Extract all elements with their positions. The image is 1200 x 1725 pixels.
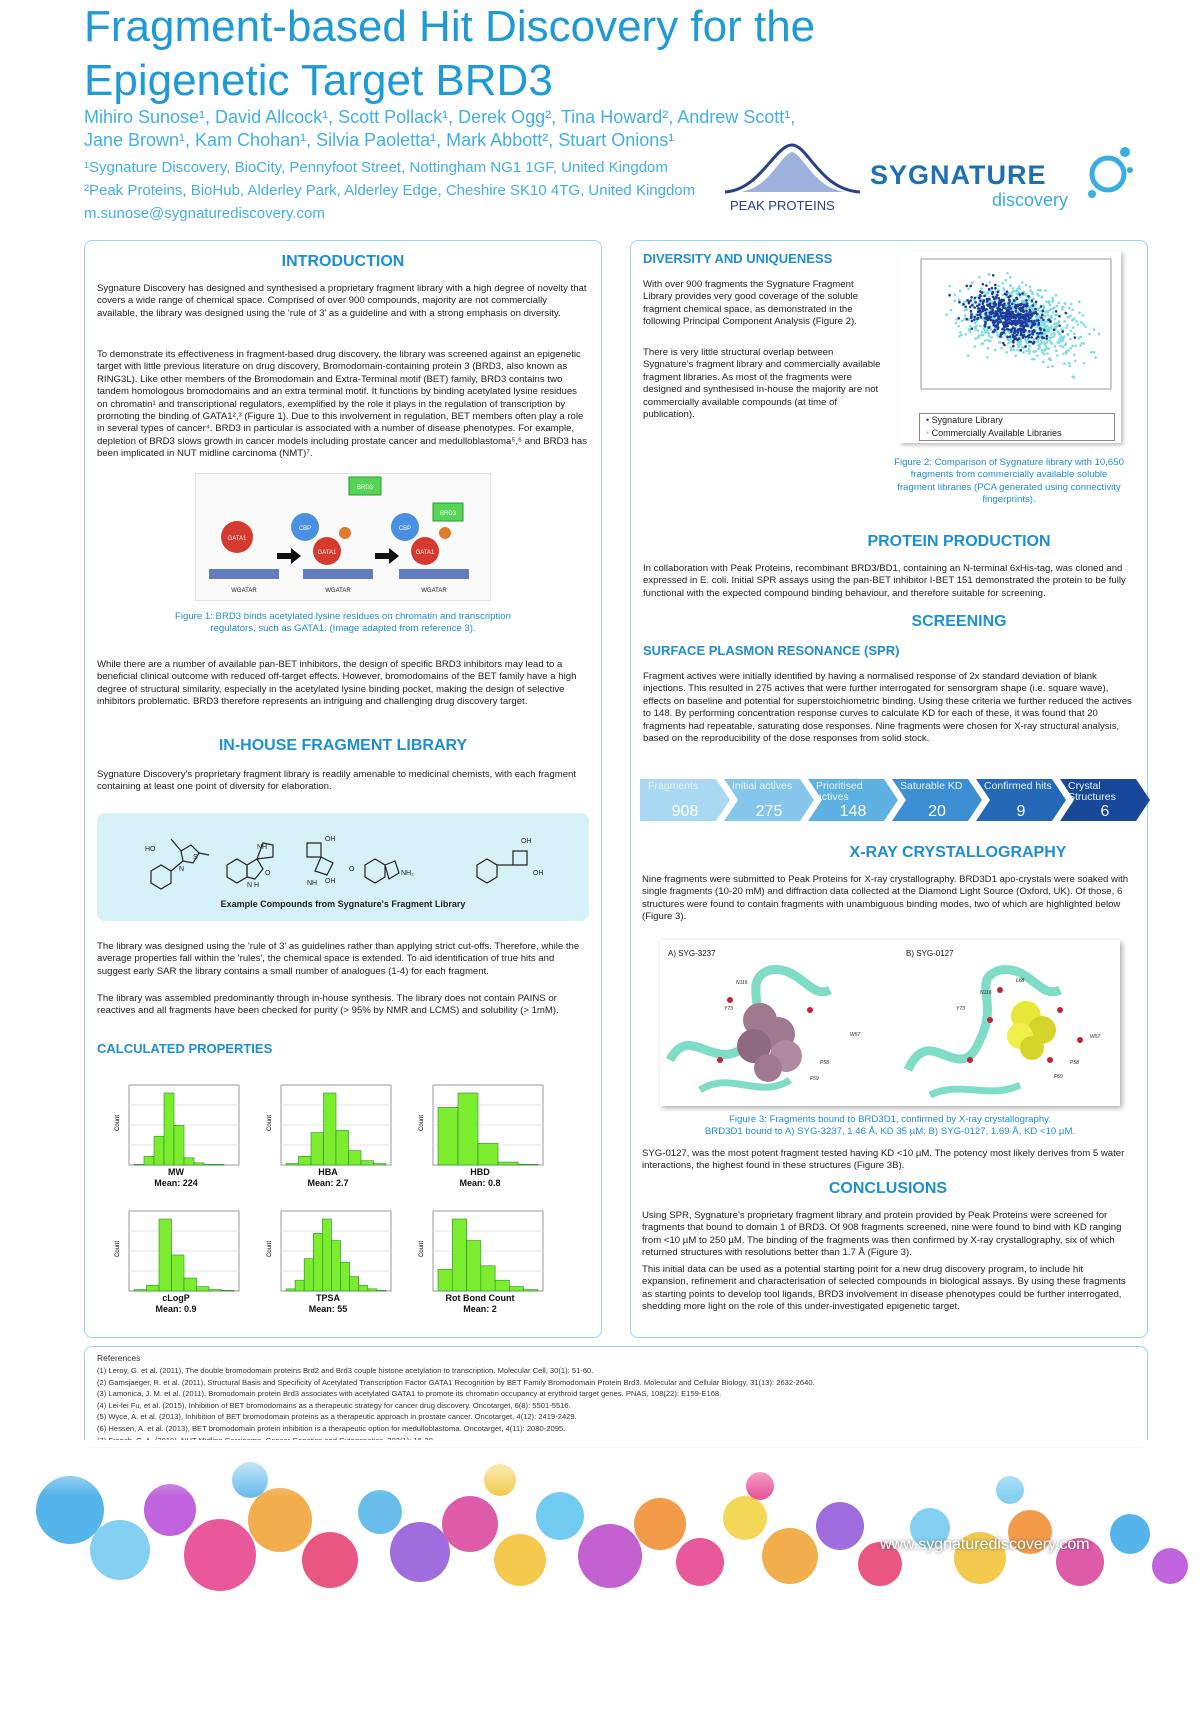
histogram-plot xyxy=(263,1081,393,1171)
histogram-bar xyxy=(438,1107,458,1165)
reference-item: (5) Wyce, A. et al. (2013), Inhibition of BET bromodomain proteins as a therapeutic approach in prostate cancer. Oncotarget, 4(12): 2419-2429. xyxy=(97,1412,577,1422)
references-heading: References xyxy=(97,1353,141,1363)
spr-heading: SURFACE PLASMON RESONANCE (SPR) xyxy=(643,643,900,658)
histogram-bar xyxy=(184,1158,194,1165)
screening-heading: SCREENING xyxy=(911,613,1007,630)
fig1-label-wgatar-2: WGATAR xyxy=(325,588,351,594)
svg-text:OH: OH xyxy=(325,836,336,843)
svg-text:O: O xyxy=(265,870,271,877)
histogram-plot xyxy=(415,1081,545,1171)
conclusions-paragraph-2: This initial data can be used as a potential starting point for a new drug discovery program, to include hit expansion, refinement and characterisation of selected compounds in biological assays. By using these fragments as starting points to develop tool ligands, BRD3 involvement in disease phenotypes could be further interrogated, shedding more light on the role of this under-investigated epigenetic target. xyxy=(642,1264,1126,1313)
pca-figure xyxy=(899,251,1121,443)
funnel-step-label: Prioritised actives xyxy=(816,780,863,803)
figure-1-caption: Figure 1: BRD3 binds acetylated lysine residues on chromatin and transcription regulators, such as GATA1. (Image adapted from reference 3). xyxy=(175,611,511,635)
figure-3-caption xyxy=(640,1114,1140,1139)
histogram-mean: Mean: 0.8 xyxy=(459,1178,501,1188)
svg-text:OH: OH xyxy=(533,870,544,877)
histogram-bar xyxy=(147,1285,160,1291)
figure-3-structures xyxy=(660,940,1120,1106)
histogram xyxy=(415,1207,545,1327)
histogram-mean: Mean: 55 xyxy=(308,1304,348,1314)
affiliation-2: ²Peak Proteins, BioHub, Alderley Park, Alderley Edge, Cheshire SK10 4TG, United Kingdom xyxy=(84,182,696,199)
histogram-bar xyxy=(509,1287,523,1291)
pca-legend-commercial-label: Commercially Available Libraries xyxy=(931,428,1062,438)
histogram-bar xyxy=(154,1136,164,1165)
funnel-step-value: 20 xyxy=(928,803,946,820)
histogram-bar xyxy=(374,1164,387,1165)
protein-paragraph: In collaboration with Peak Proteins, recombinant BRD3/BD1, containing an N-terminal 6xHis-tag, was cloned and expressed in E. coli. Initial SPR assays using the pan-BET inhibitor I-BET 151 demonstrated the protein to be fully functional with the expected compound binding behaviour, and therefore suitable for screening. xyxy=(643,563,1126,599)
xray-heading: X-RAY CRYSTALLOGRAPHY xyxy=(849,844,1067,861)
histogram xyxy=(263,1207,393,1327)
histogram-bar xyxy=(498,1162,518,1165)
res-a-n116: N116 xyxy=(736,980,748,986)
affiliations xyxy=(84,156,764,225)
logos xyxy=(720,140,1140,220)
histogram-bar xyxy=(368,1289,377,1291)
pca-legend-commercial: • Commercially Available Libraries xyxy=(926,428,1062,438)
reference-item: (4) Lei-lei Fu, et al. (2015), Inhibition of BET bromodomains as a therapeutic strategy for cancer drug discovery. Oncotarget, 6(8): 5501-5516. xyxy=(97,1400,571,1410)
pca-scatter-plot xyxy=(899,251,1121,401)
histogram-title: HBD xyxy=(470,1167,490,1177)
histogram-bar xyxy=(341,1262,350,1291)
svg-text:O: O xyxy=(349,866,355,873)
histogram-bar xyxy=(299,1156,312,1165)
funnel-step-label: Crystal Structures xyxy=(1068,780,1116,803)
res-b-l68: L68 xyxy=(1016,978,1025,984)
figure-3 xyxy=(660,940,1120,1106)
histogram-bar xyxy=(359,1285,368,1291)
histogram-bar xyxy=(222,1290,235,1291)
histogram-bar xyxy=(478,1143,498,1165)
diversity-paragraph-1: With over 900 fragments the Sygnature Fragment Library provides very good coverage of the soluble fragment chemical space, as demonstrated in the following Principal Component Analysis (Figure 2). xyxy=(643,279,858,328)
histogram-mean: Mean: 0.9 xyxy=(155,1304,197,1314)
figure-2-caption: Figure 2: Comparison of Sygnature library with 10,650 fragments from commercially available soluble fragment libraries (PCA generated using connectivity fingerprints). xyxy=(894,457,1124,506)
histogram-bar xyxy=(311,1133,324,1165)
histogram-plot xyxy=(263,1207,393,1297)
svg-text:S: S xyxy=(193,854,198,861)
histogram-bar xyxy=(518,1164,538,1165)
fig1-label-gata1-1: GATA1 xyxy=(227,536,247,542)
histogram-mean: Mean: 2.7 xyxy=(307,1178,349,1188)
fig1-label-brd3-right: BRD3 xyxy=(439,511,457,517)
histogram-y-label: Count xyxy=(115,1114,121,1131)
svg-text:HO: HO xyxy=(145,846,156,853)
library-paragraph-1: Sygnature Discovery's proprietary fragment library is readily amenable to medicinal chemists, with each fragment containing at least one point of diversity for elaboration. xyxy=(97,769,577,793)
authors-line-1: Mihiro Sunose¹, David Allcock¹, Scott Pollack¹, Derek Ogg², Tina Howard², Andrew Scott¹, xyxy=(84,107,796,127)
histogram-title: TPSA xyxy=(315,1293,340,1303)
res-a-f59: F59 xyxy=(810,1076,819,1082)
example-compounds-caption: Example Compounds from Sygnature's Fragment Library xyxy=(220,899,466,909)
histogram-bar xyxy=(144,1156,154,1165)
res-b-f59: F59 xyxy=(1054,1074,1063,1080)
histogram-bar xyxy=(377,1290,386,1291)
intro-paragraph-1: Sygnature Discovery has designed and synthesised a proprietary fragment library with a high degree of novelty that covers a wide range of chemical space. Comprised of over 900 compounds, majority are not commercially available, the library was designed using the 'rule of 3' as a guideline and with a strong emphasis on diversity. xyxy=(97,283,587,319)
footer-url[interactable]: www.sygnaturediscovery.com xyxy=(880,1536,1090,1553)
histogram-y-label: Count xyxy=(419,1114,425,1131)
histogram-bar xyxy=(336,1130,349,1165)
peak-proteins-logo xyxy=(720,140,1140,220)
reference-item: (1) Leroy, G. et al. (2011), The double bromodomain proteins Brd2 and Brd3 couple histone acetylation to transcription. Molecular Cell, 30(1): 51-60. xyxy=(97,1366,594,1375)
xray-paragraph-2: SYG-0127, was the most potent fragment tested having KD <10 µM. The potency most likely derives from 5 water interactions, the highest found in these structures (Figure 3B). xyxy=(642,1148,1125,1172)
histogram-y-label: Count xyxy=(267,1240,273,1257)
svg-text:OH: OH xyxy=(521,838,532,845)
references-panel xyxy=(84,1346,1148,1448)
spr-paragraph: Fragment actives were initially identified by having a normalised response of 2x standard deviation of blank injections. This resulted in 275 actives that were further interrogated for sensorgram shape (i.e. square wave), effects on baseline and potential for superstoichiometric binding. Using these criteria we further reduced the actives to 148. By performing concentration response curves to calculate KD for each of these, it was found that 20 fragments had repeatable, saturating dose responses. Nine fragments were chosen for X-ray structural analysis, based on the reproducibility of the dose responses from solid stock. xyxy=(643,671,1132,745)
histogram-bar xyxy=(350,1277,359,1291)
fig1-label-gata1-3: GATA1 xyxy=(415,550,435,556)
histogram-bar xyxy=(313,1233,322,1291)
diversity-heading: DIVERSITY AND UNIQUENESS xyxy=(643,251,833,266)
res-b-w57: W57 xyxy=(1090,1034,1101,1040)
histogram-bar xyxy=(209,1290,222,1291)
histogram-bar xyxy=(349,1151,362,1165)
reference-item: (6) Hessen, A. et al. (2013), BET bromodomain protein inhibition is a therapeutic option for medulloblastoma. Oncotarget, 4(11): 2080-2095. xyxy=(97,1423,566,1433)
res-a-y73: Y73 xyxy=(724,1006,733,1012)
res-b-n116: N116 xyxy=(980,990,992,996)
histogram-mean: Mean: 2 xyxy=(463,1304,497,1314)
fig1-label-cbp-2: CBP xyxy=(398,526,412,532)
left-panel xyxy=(84,240,602,1338)
title-line-1: Fragment-based Hit Discovery for the xyxy=(84,2,816,51)
histogram-bar xyxy=(322,1219,331,1291)
svg-text:N: N xyxy=(179,866,185,873)
histogram xyxy=(111,1081,241,1201)
histogram-bar xyxy=(524,1290,538,1291)
figure-1-diagram xyxy=(195,473,491,601)
contact-email[interactable]: m.sunose@sygnaturediscovery.com xyxy=(84,205,325,222)
histogram-y-label: Count xyxy=(419,1240,425,1257)
library-heading: IN-HOUSE FRAGMENT LIBRARY xyxy=(218,737,468,754)
calculated-properties-heading: CALCULATED PROPERTIES xyxy=(97,1041,273,1056)
res-a-p58: P58 xyxy=(820,1060,829,1066)
affiliation-1: ¹Sygnature Discovery, BioCity, Pennyfoot Street, Nottingham NG1 1GF, United Kingdom xyxy=(84,159,668,176)
fig1-label-wgatar-3: WGATAR xyxy=(421,588,447,594)
histogram-title: MW xyxy=(168,1167,184,1177)
poster-title xyxy=(84,0,884,108)
funnel-step-value: 148 xyxy=(839,803,867,820)
histogram-bar xyxy=(159,1219,172,1291)
funnel-step-label: Initial actives xyxy=(732,780,793,792)
svg-text:NH: NH xyxy=(257,844,268,851)
intro-paragraph-3: While there are a number of available pan-BET inhibitors, the design of specific BRD3 inhibitors may lead to a beneficial clinical outcome with reduced off-target effects. However, bromodomains of the BET family have a high degree of structural similarity, especially in the acetylated lysine binding pocket, making the design of selective inhibitors problematic. BRD3 therefore represents an intriguing and challenging drug discovery target. xyxy=(97,659,577,708)
library-paragraph-3: The library was assembled predominantly through in-house synthesis. The library does not contain PAINS or reactives and all fragments have been checked for purity (> 95% by NMR and LCMS) and solubility (> 1mM). xyxy=(97,993,559,1017)
conclusions-heading: CONCLUSIONS xyxy=(828,1180,948,1197)
pca-legend-sygnature: • Sygnature Library xyxy=(926,415,1003,425)
funnel-step-value: 9 xyxy=(1016,803,1026,820)
histogram-title: cLogP xyxy=(162,1293,190,1303)
histogram-bar xyxy=(295,1280,304,1291)
histogram-plot xyxy=(415,1207,545,1297)
histogram-plot xyxy=(111,1207,241,1297)
library-paragraph-2: The library was designed using the 'rule of 3' as guidelines rather than applying strict cut-offs. Therefore, while the average properties fall within the 'rules', the chemical space is extended. To aid identification of true hits and suggest early SAR the library contains a small number of analogues (1-4) for each fragment. xyxy=(97,941,580,977)
funnel-step-label: Confirmed hits xyxy=(984,780,1052,792)
histogram-bar xyxy=(304,1259,313,1291)
xray-paragraph-1: Nine fragments were submitted to Peak Proteins for X-ray crystallography. BRD3D1 apo-crystals were soaked with single fragments (10-20 mM) and diffraction data collected at the Diamond Light Source (Oxford, UK). Of those, 6 structures were found to contain fragments with unambiguous binding modes, two of which are highlighted below (Figure 3). xyxy=(642,874,1129,923)
histogram-bar xyxy=(467,1241,481,1291)
protein-heading: PROTEIN PRODUCTION xyxy=(867,533,1051,550)
intro-paragraph-2: To demonstrate its effectiveness in fragment-based drug discovery, the library was screened against an epigenetic target with little previous literature on drug discovery, Bromodomain-containing protein 3 (BRD3, also known as RING3L). Like other members of the Bromodomain and Extra-Terminal motif (BET) family, BRD3 contains two tandem homologous bromodomains and an extra terminal motif. It functions by binding acetylated lysine residues on chromatin¹ and transcriptional regulators, exemplified by the role it plays in the regulation of transcription by promoting the binding of GATA1²,³ (Figure 1). Due to this involvement in regulation, BET members often play a role in several types of cancer⁴. BRD3 in particular is associated with a number of disease phenotypes. For example, depletion of BRD3 slows growth in cancer models including prostate cancer and medulloblastoma⁵,⁶ and BRD3 has been implicated in NUT midline carcinoma (NMT)⁷. xyxy=(97,349,588,460)
diversity-paragraph-2: There is very little structural overlap between Sygnature's fragment library and commercially available fragment libraries. As most of the fragments were designed and synthesised in-house the majority are not commercially available compounds (at time of publication). xyxy=(643,347,881,421)
res-a-w57: W57 xyxy=(850,1032,861,1038)
histogram-mean: Mean: 224 xyxy=(154,1178,198,1188)
funnel-step xyxy=(724,779,814,821)
funnel-step-value: 275 xyxy=(755,803,783,820)
reference-item: (2) Gamsjaeger, R. et al. (2011), Structural Basis and Specificity of Acetylated Transcription Factor GATA1 Recognition by BET Family Bromodomain Protein Brd3. Molecular and Cellular Biology, 31(13): 2632-2640. xyxy=(97,1377,815,1387)
histogram-bar xyxy=(172,1255,185,1291)
histogram-bar xyxy=(204,1164,214,1165)
fig1-label-cbp-1: CBP xyxy=(298,526,312,532)
res-b-y73: Y73 xyxy=(956,1006,965,1012)
funnel-step-value: 908 xyxy=(671,803,699,820)
histogram-title: HBA xyxy=(318,1167,338,1177)
title-line-2: Epigenetic Target BRD3 xyxy=(84,56,553,105)
funnel-step xyxy=(976,779,1066,821)
footer-bubbles xyxy=(0,1440,1200,1600)
histogram-bar xyxy=(134,1290,147,1291)
figure-3-caption-line-1: Figure 3: Fragments bound to BRD3D1, confirmed by X-ray crystallography. xyxy=(729,1114,1051,1125)
funnel-step xyxy=(640,779,730,821)
figure-3-panel-b-label: B) SYG-0127 xyxy=(906,949,954,958)
fig1-label-brd3-top: BRD3 xyxy=(356,485,374,491)
histogram-bar xyxy=(134,1164,144,1165)
histogram-y-label: Count xyxy=(115,1240,121,1257)
histogram-bar xyxy=(197,1287,210,1291)
pca-legend-sygnature-label: Sygnature Library xyxy=(931,415,1003,425)
svg-text:N H: N H xyxy=(247,882,260,889)
conclusions-paragraph-1: Using SPR, Sygnature's proprietary fragment library and protein provided by Peak Proteins were screened for fragments that bound to domain 1 of BRD3. Of 908 fragments screened, nine were found to bind with KD ranging from <10 µM to 250 µM. The binding of the fragments was then confirmed by X-ray crystallography, six of which returned structures with resolutions better than 1.7 Å (Figure 3). xyxy=(642,1210,1122,1259)
histogram-bar xyxy=(214,1164,224,1165)
discovery-text: discovery xyxy=(992,190,1069,210)
histogram-bar xyxy=(495,1280,509,1291)
sygnature-text: SYGNATURE xyxy=(870,160,1047,190)
funnel-step-value: 6 xyxy=(1100,803,1110,820)
svg-text:NH: NH xyxy=(307,880,318,887)
funnel-step xyxy=(892,779,982,821)
reference-item: (3) Lamonica, J. M. et al. (2011), Bromodomain protein Brd3 associates with acetylated GATA1 to promote its chromatin occupancy at erythroid target genes. PNAS, 108(22): E159-E168. xyxy=(97,1389,722,1399)
fig1-label-gata1-2: GATA1 xyxy=(317,550,337,556)
funnel-step xyxy=(808,779,898,821)
pca-legend xyxy=(919,413,1115,441)
example-compounds-structures xyxy=(97,813,589,899)
histogram-bar xyxy=(174,1125,184,1165)
histogram-bar xyxy=(331,1241,340,1291)
peak-proteins-text: PEAK PROTEINS xyxy=(730,198,835,213)
histogram-y-label: Count xyxy=(267,1114,273,1131)
histogram xyxy=(263,1081,393,1201)
authors-line-2: Jane Brown¹, Kam Chohan¹, Silvia Paoletta¹, Mark Abbott², Stuart Onions¹ xyxy=(84,130,675,150)
histogram-bar xyxy=(324,1093,337,1165)
funnel-step-label: Fragments xyxy=(648,780,699,792)
introduction-heading: INTRODUCTION xyxy=(281,253,405,270)
figure-3-caption-line-2: BRD3D1 bound to A) SYG-3237, 1.46 Å, KD 35 µM; B) SYG-0127, 1.69 Å, KD <10 µM. xyxy=(704,1126,1076,1138)
example-compounds-box xyxy=(97,813,589,921)
histogram xyxy=(415,1081,545,1201)
references-list xyxy=(97,1365,1137,1446)
res-b-p58: P58 xyxy=(1070,1060,1079,1066)
funnel-step xyxy=(1060,779,1150,821)
histogram-bar xyxy=(361,1161,374,1165)
histogram-bar xyxy=(452,1219,466,1291)
figure-3-panel-a-label: A) SYG-3237 xyxy=(668,949,716,958)
histogram-plot xyxy=(111,1081,241,1171)
histogram-bar xyxy=(184,1278,197,1291)
funnel-step-label: Saturable KD xyxy=(900,780,963,792)
histogram xyxy=(111,1207,241,1327)
svg-text:NH₂: NH₂ xyxy=(401,870,414,877)
histogram-title: Rot Bond Count xyxy=(445,1293,515,1303)
histogram-bar xyxy=(286,1164,299,1165)
histogram-bar xyxy=(481,1266,495,1291)
svg-text:OH: OH xyxy=(325,878,336,885)
fig1-label-wgatar-1: WGATAR xyxy=(231,588,257,594)
histogram-bar xyxy=(438,1269,452,1291)
histogram-bar xyxy=(286,1289,295,1291)
histogram-bar xyxy=(164,1093,174,1165)
histogram-bar xyxy=(458,1093,478,1165)
histogram-bar xyxy=(194,1163,204,1165)
